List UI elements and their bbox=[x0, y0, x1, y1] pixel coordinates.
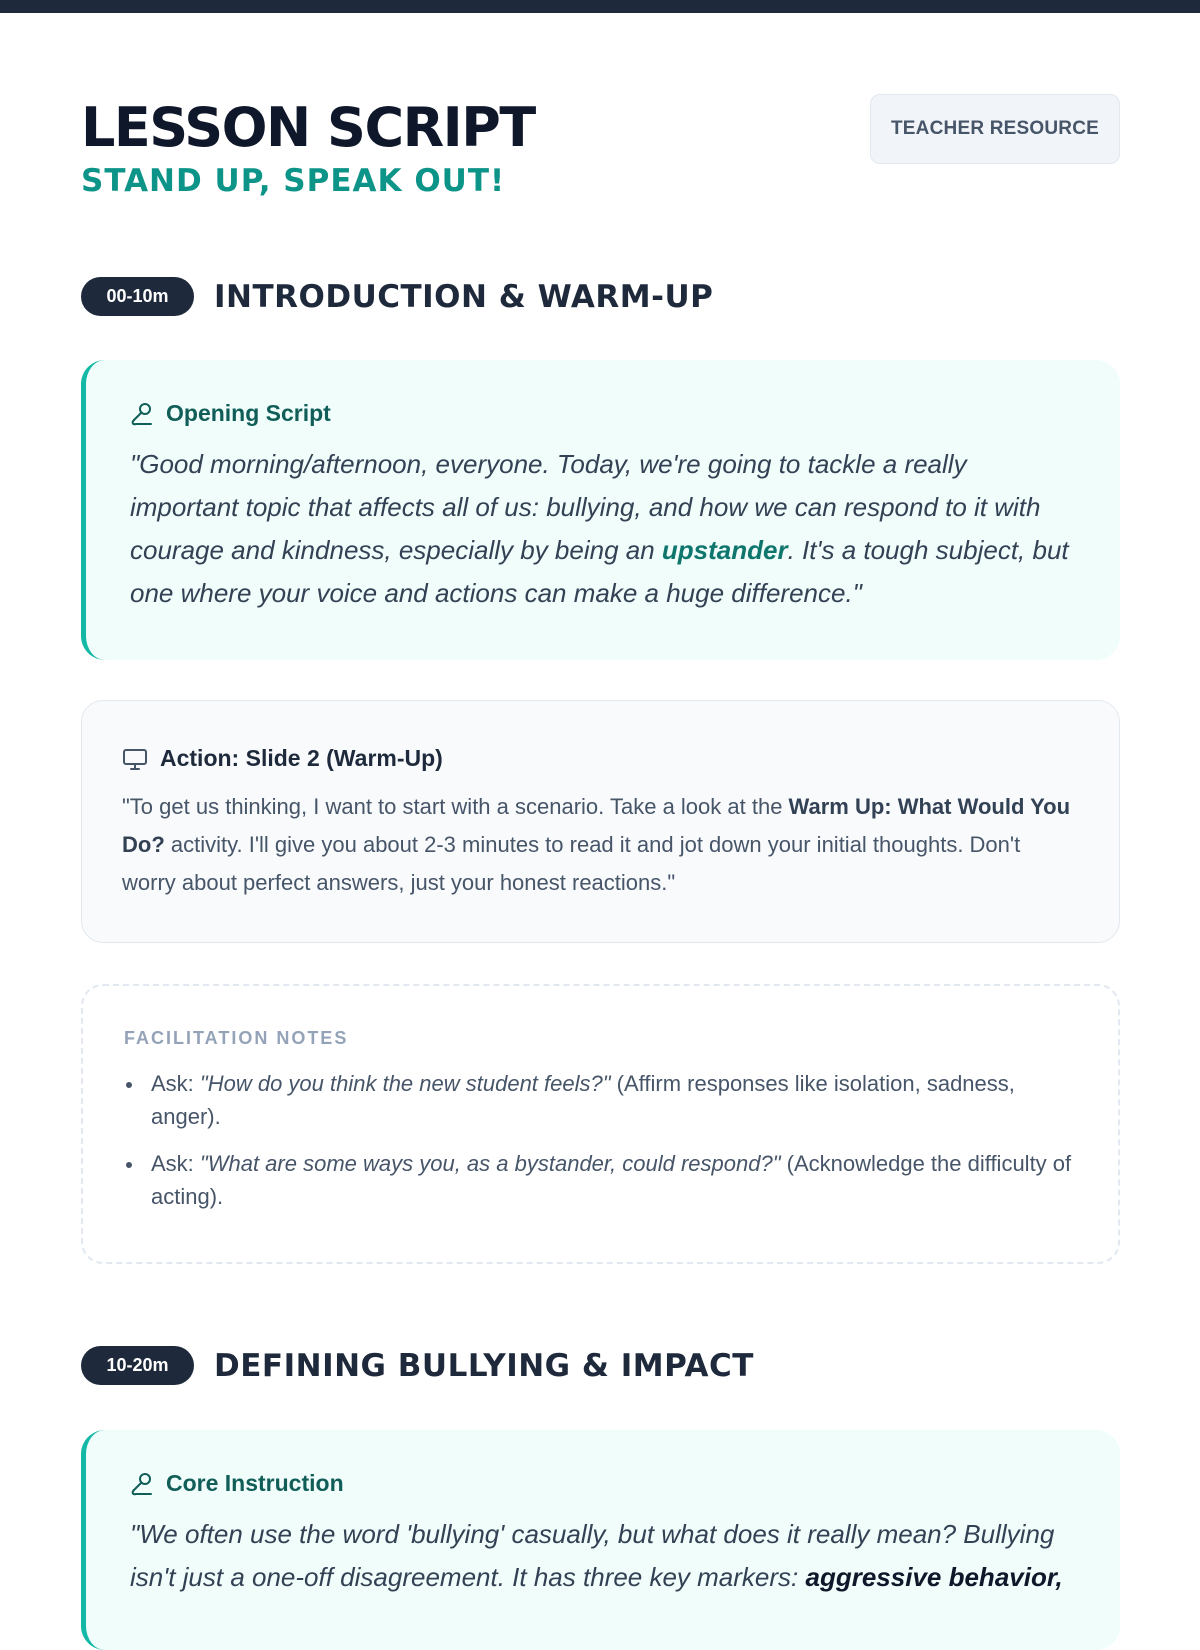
quote-text: "We often use the word 'bullying' casually, but what does it really mean? Bullying isn't just a one-off disagreement. It has three key markers: bbox=[130, 1519, 1055, 1592]
section-header-intro bbox=[81, 277, 713, 316]
page-subtitle: STAND UP, SPEAK OUT! bbox=[81, 163, 506, 199]
core-quote bbox=[130, 1513, 1076, 1599]
microphone-icon bbox=[130, 401, 154, 427]
script-label-text: Core Instruction bbox=[166, 1470, 344, 1496]
time-badge: 10-20m bbox=[81, 1346, 194, 1385]
microphone-icon bbox=[130, 1471, 154, 1497]
top-bar bbox=[0, 0, 1200, 13]
note-suffix: (Affirm responses like isolation, sadness, anger). bbox=[151, 1071, 1015, 1129]
action-label bbox=[122, 745, 1079, 772]
section-title: INTRODUCTION & WARM-UP bbox=[214, 278, 714, 315]
notes-title: FACILITATION NOTES bbox=[124, 1028, 349, 1048]
facilitation-notes-card bbox=[81, 984, 1120, 1264]
action-text bbox=[122, 788, 1079, 902]
page-header bbox=[81, 96, 1120, 206]
upstander-highlight: upstander bbox=[661, 535, 788, 565]
time-badge: 00-10m bbox=[81, 277, 194, 316]
teacher-resource-badge: TEACHER RESOURCE bbox=[870, 94, 1120, 164]
script-label bbox=[130, 400, 1076, 427]
script-label-text: Opening Script bbox=[166, 400, 331, 426]
note-suffix: (Acknowledge the difficulty of acting). bbox=[151, 1151, 1072, 1209]
action-text-part: "To get us thinking, I want to start with a scenario. Take a look at the bbox=[122, 794, 789, 819]
script-label bbox=[130, 1470, 1076, 1497]
note-question: "How do you think the new student feels?" bbox=[199, 1071, 611, 1096]
list-item bbox=[124, 1147, 1078, 1213]
core-instruction-card bbox=[81, 1430, 1120, 1650]
action-text-part: activity. I'll give you about 2-3 minutes to read it and jot down your initial thoughts. Don't worry about perfect answers, just your honest reactions." bbox=[122, 832, 1021, 895]
section-title: DEFINING BULLYING & IMPACT bbox=[214, 1347, 754, 1384]
section-header-defining bbox=[81, 1346, 754, 1385]
action-card bbox=[81, 700, 1120, 943]
activity-name: Warm Up: What Would You Do? bbox=[122, 794, 1071, 857]
key-markers-bold: aggressive behavior, bbox=[805, 1562, 1063, 1592]
notes-list bbox=[124, 1067, 1078, 1213]
monitor-icon bbox=[122, 747, 148, 771]
note-question: "What are some ways you, as a bystander, could respond?" bbox=[199, 1151, 781, 1176]
quote-text: "Good morning/afternoon, everyone. Today, we're going to tackle a really important topic that affects all of us: bullying, and how we can respond to it with courage and kindness, especially by being an bbox=[130, 449, 1041, 565]
list-item bbox=[124, 1067, 1078, 1133]
opening-quote bbox=[130, 443, 1076, 615]
opening-script-card bbox=[81, 360, 1120, 660]
note-prefix: Ask: bbox=[151, 1071, 200, 1096]
quote-text: . It's a tough subject, but one where your voice and actions can make a huge difference." bbox=[130, 535, 1069, 608]
page-title: LESSON SCRIPT bbox=[81, 96, 535, 159]
note-prefix: Ask: bbox=[151, 1151, 200, 1176]
action-label-text: Action: Slide 2 (Warm-Up) bbox=[160, 745, 443, 771]
